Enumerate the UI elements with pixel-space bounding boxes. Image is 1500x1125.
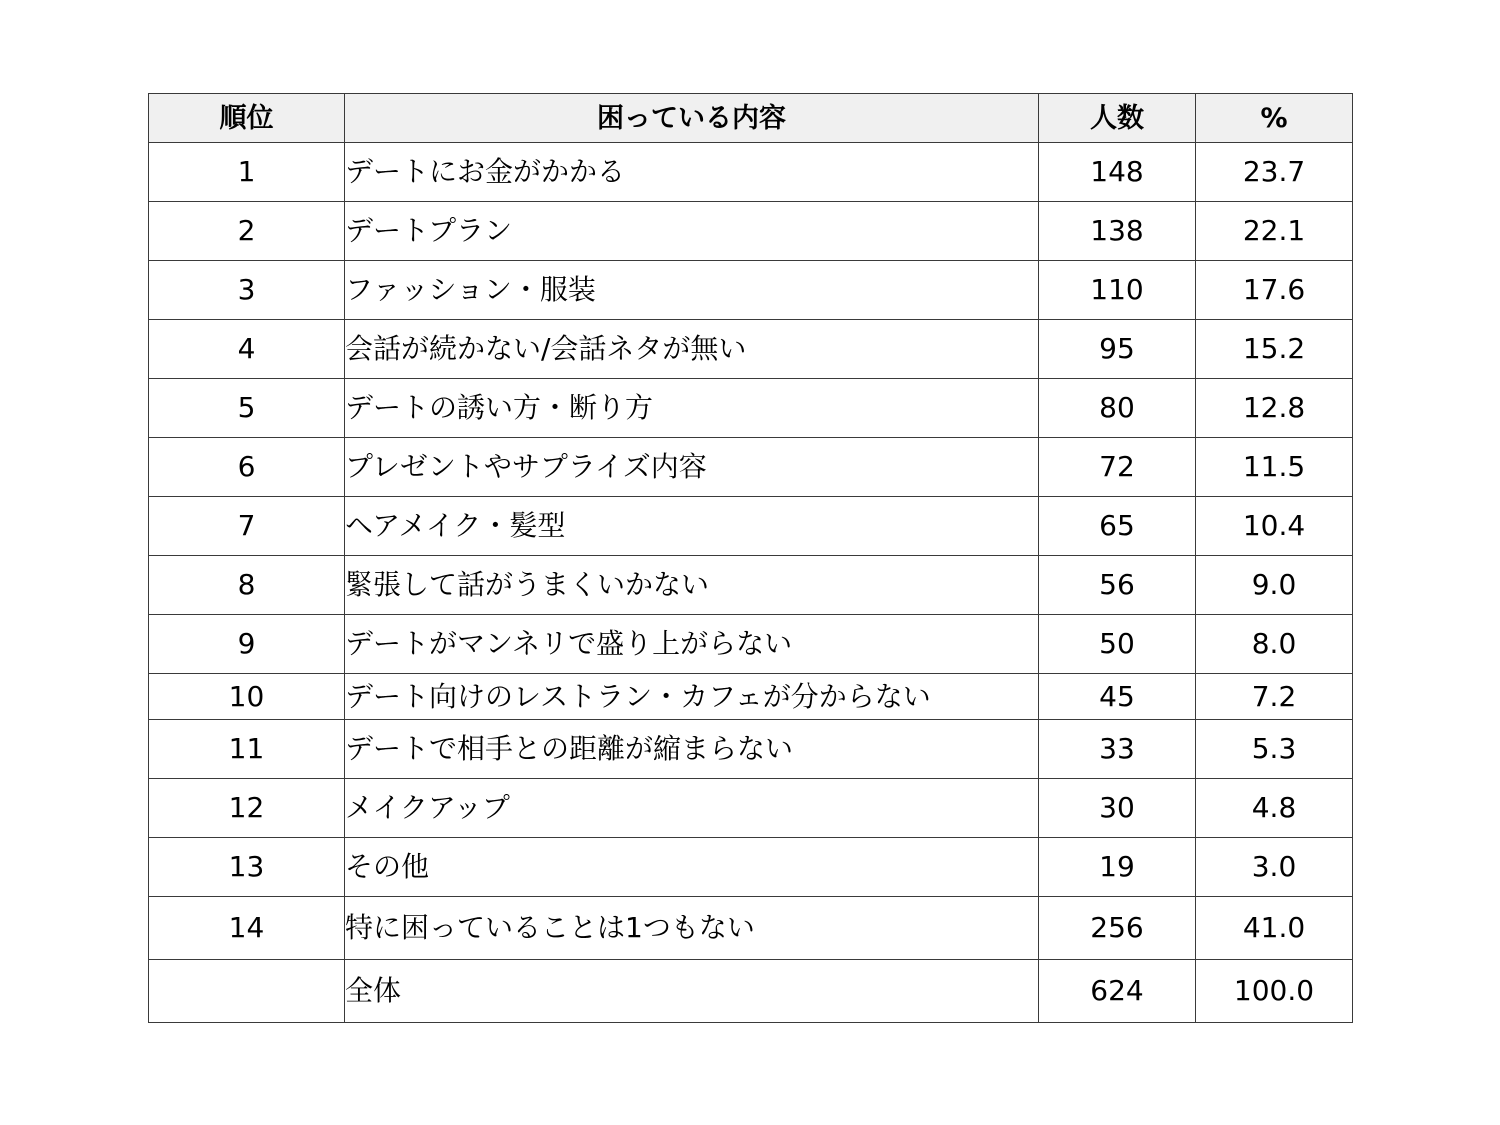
count-cell: 148 [1039, 143, 1196, 202]
table-row [149, 143, 1353, 202]
rank-cell: 12 [149, 779, 345, 838]
rank-cell: 10 [149, 674, 345, 720]
rank-cell: 8 [149, 556, 345, 615]
percent-cell: 5.3 [1196, 720, 1353, 779]
rank-cell: 7 [149, 497, 345, 556]
total-percent-cell: 100.0 [1196, 960, 1353, 1023]
ranking-table [148, 93, 1353, 1023]
content-cell: その他 [345, 838, 1039, 897]
count-cell: 65 [1039, 497, 1196, 556]
count-cell: 95 [1039, 320, 1196, 379]
total-label-cell: 全体 [345, 960, 1039, 1023]
percent-cell: 23.7 [1196, 143, 1353, 202]
rank-cell: 3 [149, 261, 345, 320]
percent-cell: 41.0 [1196, 897, 1353, 960]
rank-cell: 14 [149, 897, 345, 960]
table-row [149, 615, 1353, 674]
table-row [149, 379, 1353, 438]
rank-cell: 13 [149, 838, 345, 897]
rank-cell: 9 [149, 615, 345, 674]
percent-cell: 4.8 [1196, 779, 1353, 838]
table-row [149, 497, 1353, 556]
content-cell: 特に困っていることは1つもない [345, 897, 1039, 960]
content-cell: メイクアップ [345, 779, 1039, 838]
content-cell: デート向けのレストラン・カフェが分からない [345, 674, 1039, 720]
content-cell: 会話が続かない/会話ネタが無い [345, 320, 1039, 379]
table-row [149, 556, 1353, 615]
table-row [149, 779, 1353, 838]
percent-cell: 8.0 [1196, 615, 1353, 674]
header-content: 困っている内容 [345, 94, 1039, 143]
rank-cell: 11 [149, 720, 345, 779]
rank-cell: 5 [149, 379, 345, 438]
table-row [149, 838, 1353, 897]
content-cell: デートがマンネリで盛り上がらない [345, 615, 1039, 674]
table-row [149, 320, 1353, 379]
count-cell: 110 [1039, 261, 1196, 320]
percent-cell: 7.2 [1196, 674, 1353, 720]
percent-cell: 17.6 [1196, 261, 1353, 320]
header-rank: 順位 [149, 94, 345, 143]
total-count-cell: 624 [1039, 960, 1196, 1023]
table-row [149, 261, 1353, 320]
table-row [149, 438, 1353, 497]
header-percent: % [1196, 94, 1353, 143]
table-row [149, 674, 1353, 720]
content-cell: デートで相手との距離が縮まらない [345, 720, 1039, 779]
table-row [149, 720, 1353, 779]
percent-cell: 15.2 [1196, 320, 1353, 379]
rank-cell [149, 960, 345, 1023]
rank-cell: 1 [149, 143, 345, 202]
rank-cell: 2 [149, 202, 345, 261]
header-count: 人数 [1039, 94, 1196, 143]
rank-cell: 6 [149, 438, 345, 497]
table-row [149, 202, 1353, 261]
count-cell: 138 [1039, 202, 1196, 261]
count-cell: 45 [1039, 674, 1196, 720]
count-cell: 80 [1039, 379, 1196, 438]
content-cell: デートプラン [345, 202, 1039, 261]
count-cell: 56 [1039, 556, 1196, 615]
content-cell: ヘアメイク・髪型 [345, 497, 1039, 556]
rank-cell: 4 [149, 320, 345, 379]
count-cell: 19 [1039, 838, 1196, 897]
count-cell: 33 [1039, 720, 1196, 779]
table-header-row [149, 94, 1353, 143]
percent-cell: 22.1 [1196, 202, 1353, 261]
count-cell: 72 [1039, 438, 1196, 497]
percent-cell: 9.0 [1196, 556, 1353, 615]
percent-cell: 3.0 [1196, 838, 1353, 897]
content-cell: デートにお金がかかる [345, 143, 1039, 202]
percent-cell: 11.5 [1196, 438, 1353, 497]
content-cell: デートの誘い方・断り方 [345, 379, 1039, 438]
content-cell: ファッション・服装 [345, 261, 1039, 320]
count-cell: 50 [1039, 615, 1196, 674]
count-cell: 256 [1039, 897, 1196, 960]
content-cell: 緊張して話がうまくいかない [345, 556, 1039, 615]
total-row [149, 960, 1353, 1023]
count-cell: 30 [1039, 779, 1196, 838]
percent-cell: 12.8 [1196, 379, 1353, 438]
content-cell: プレゼントやサプライズ内容 [345, 438, 1039, 497]
table-row [149, 897, 1353, 960]
percent-cell: 10.4 [1196, 497, 1353, 556]
